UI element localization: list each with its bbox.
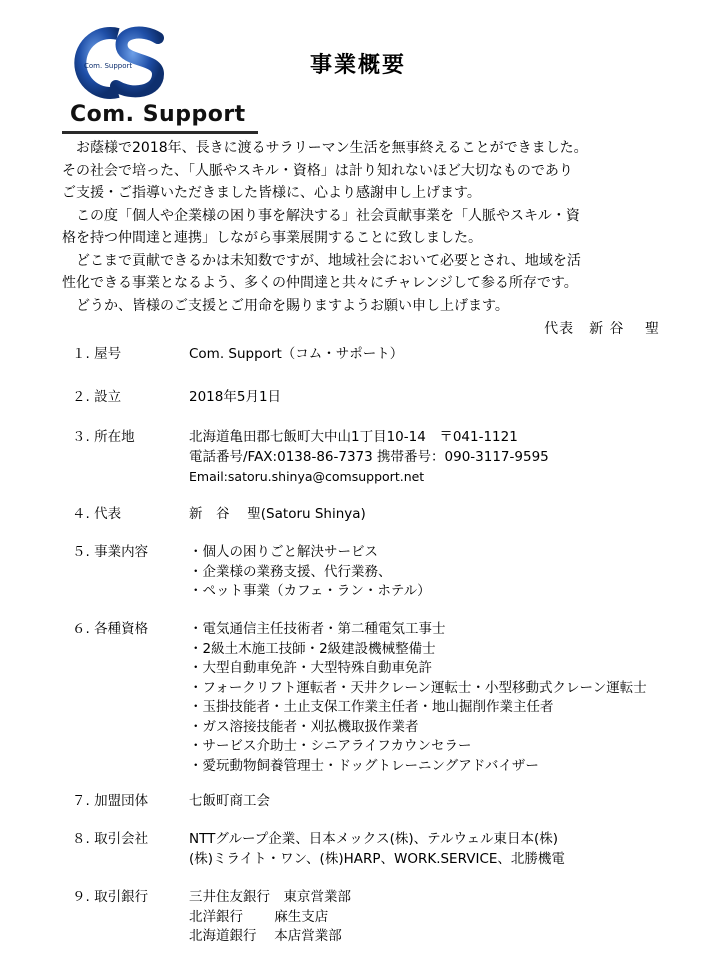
- item-value-line: ・2級土木施工技師・2級建設機械整備士: [189, 640, 436, 657]
- item-value-line: (株)ミライト・ワン、(株)HARP、WORK.SERVICE、北勝機電: [189, 850, 565, 867]
- email-address[interactable]: Email:satoru.shinya@comsupport.net: [189, 469, 425, 484]
- item-value-line: ・愛玩動物飼養管理士・ドッグトレーニングアドバイザー: [189, 757, 539, 774]
- item-value: [189, 888, 699, 947]
- item-value-line: NTTグループ企業、日本メックス(株)、テルウェル東日本(株): [189, 831, 558, 847]
- item-label: ６. 各種資格: [72, 621, 149, 637]
- item-value-line: ・サービス介助士・シニアライフカウンセラー: [189, 738, 472, 754]
- item-value-line: ・ペット事業（カフェ・ラン・ホテル）: [189, 583, 431, 599]
- page-title: 事業概要: [310, 53, 407, 78]
- item-value-line: ・企業様の業務支援、代行業務、: [189, 563, 392, 580]
- item-value-line: 北洋銀行 麻生支店: [189, 908, 329, 925]
- intro-line: お蔭様で2018年、長きに渡るサラリーマン生活を無事終えることができました。: [62, 140, 588, 156]
- item-label: ３. 所在地: [72, 429, 135, 445]
- intro-line: どうか、皆様のご支援とご用命を賜りますようお願い申し上げます。: [62, 297, 509, 314]
- item-label: ４. 代表: [72, 506, 122, 522]
- item-value-line: 新 谷 聖(Satoru Shinya): [189, 506, 366, 522]
- item-value-line: ・フォークリフト運転者・天井クレーン運転士・小型移動式クレーン運転士: [189, 679, 647, 696]
- item-value: [189, 428, 699, 487]
- item-value-line: Com. Support（コム・サポート）: [189, 346, 404, 362]
- company-logo: [62, 22, 262, 132]
- item-label: ８. 取引会社: [72, 831, 149, 847]
- item-value-line: ・大型自動車免許・大型特殊自動車免許: [189, 660, 432, 676]
- item-label: １. 屋号: [72, 346, 122, 362]
- item-value: [189, 830, 699, 869]
- logo-mark-text: Com. Support: [84, 62, 133, 70]
- item-value-line: ・電気通信主任技術者・第二種電気工事士: [189, 621, 446, 637]
- intro-line: 格を持つ仲間達と連携」しながら事業展開することに致しました。: [62, 230, 482, 246]
- cs-logo-mark: [62, 22, 172, 102]
- item-value-line: 2018年5月1日: [189, 389, 282, 405]
- item-value-line: 三井住友銀行 東京営業部: [189, 889, 351, 905]
- logo-wordmark: Com. Support: [70, 102, 246, 127]
- item-label: ７. 加盟団体: [72, 793, 149, 809]
- intro-line: その社会で培った、「人脈やスキル・資格」は計り知れないほど大切なものであり: [62, 162, 573, 179]
- representative-signature: 代表 新 谷 聖: [544, 321, 660, 337]
- item-value: [189, 792, 699, 812]
- item-label: ５. 事業内容: [72, 544, 149, 560]
- item-value-line: ・玉掛技能者・土止支保工作業主任者・地山掘削作業主任者: [189, 699, 554, 715]
- item-value-line: ・個人の困りごと解決サービス: [189, 544, 378, 560]
- intro-line: 性化できる事業となるよう、多くの仲間達と共々にチャレンジして参る所存です。: [62, 275, 578, 291]
- item-value-line: 北海道銀行 本店営業部: [189, 928, 342, 944]
- logo-underline: [62, 131, 258, 134]
- item-value-line: 七飯町商工会: [189, 793, 270, 809]
- intro-line: ご支援・ご指導いただきました皆様に、心より感謝申し上げます。: [62, 185, 481, 201]
- item-value-line: 電話番号/FAX:0138-86-7373 携帯番号：090-3117-9595: [189, 448, 549, 465]
- intro-line: どこまで貢献できるかは未知数ですが、地域社会において必要とされ、地域を活: [62, 252, 581, 269]
- item-label: ２. 設立: [72, 389, 122, 405]
- item-value-line: ・ガス溶接技能者・刈払機取扱作業者: [189, 718, 419, 735]
- item-value: [189, 345, 699, 365]
- item-value-line: 北海道亀田郡七飯町大中山1丁目10-14 〒041-1121: [189, 429, 518, 445]
- item-value: [189, 388, 699, 408]
- intro-line: この度「個人や企業様の困り事を解決する」社会貢献事業を「人脈やスキル・資: [62, 207, 580, 224]
- item-label: ９. 取引銀行: [72, 889, 149, 905]
- item-value: [189, 543, 699, 602]
- item-value: [189, 505, 699, 525]
- intro-paragraph: [62, 137, 678, 317]
- item-value: [189, 620, 699, 776]
